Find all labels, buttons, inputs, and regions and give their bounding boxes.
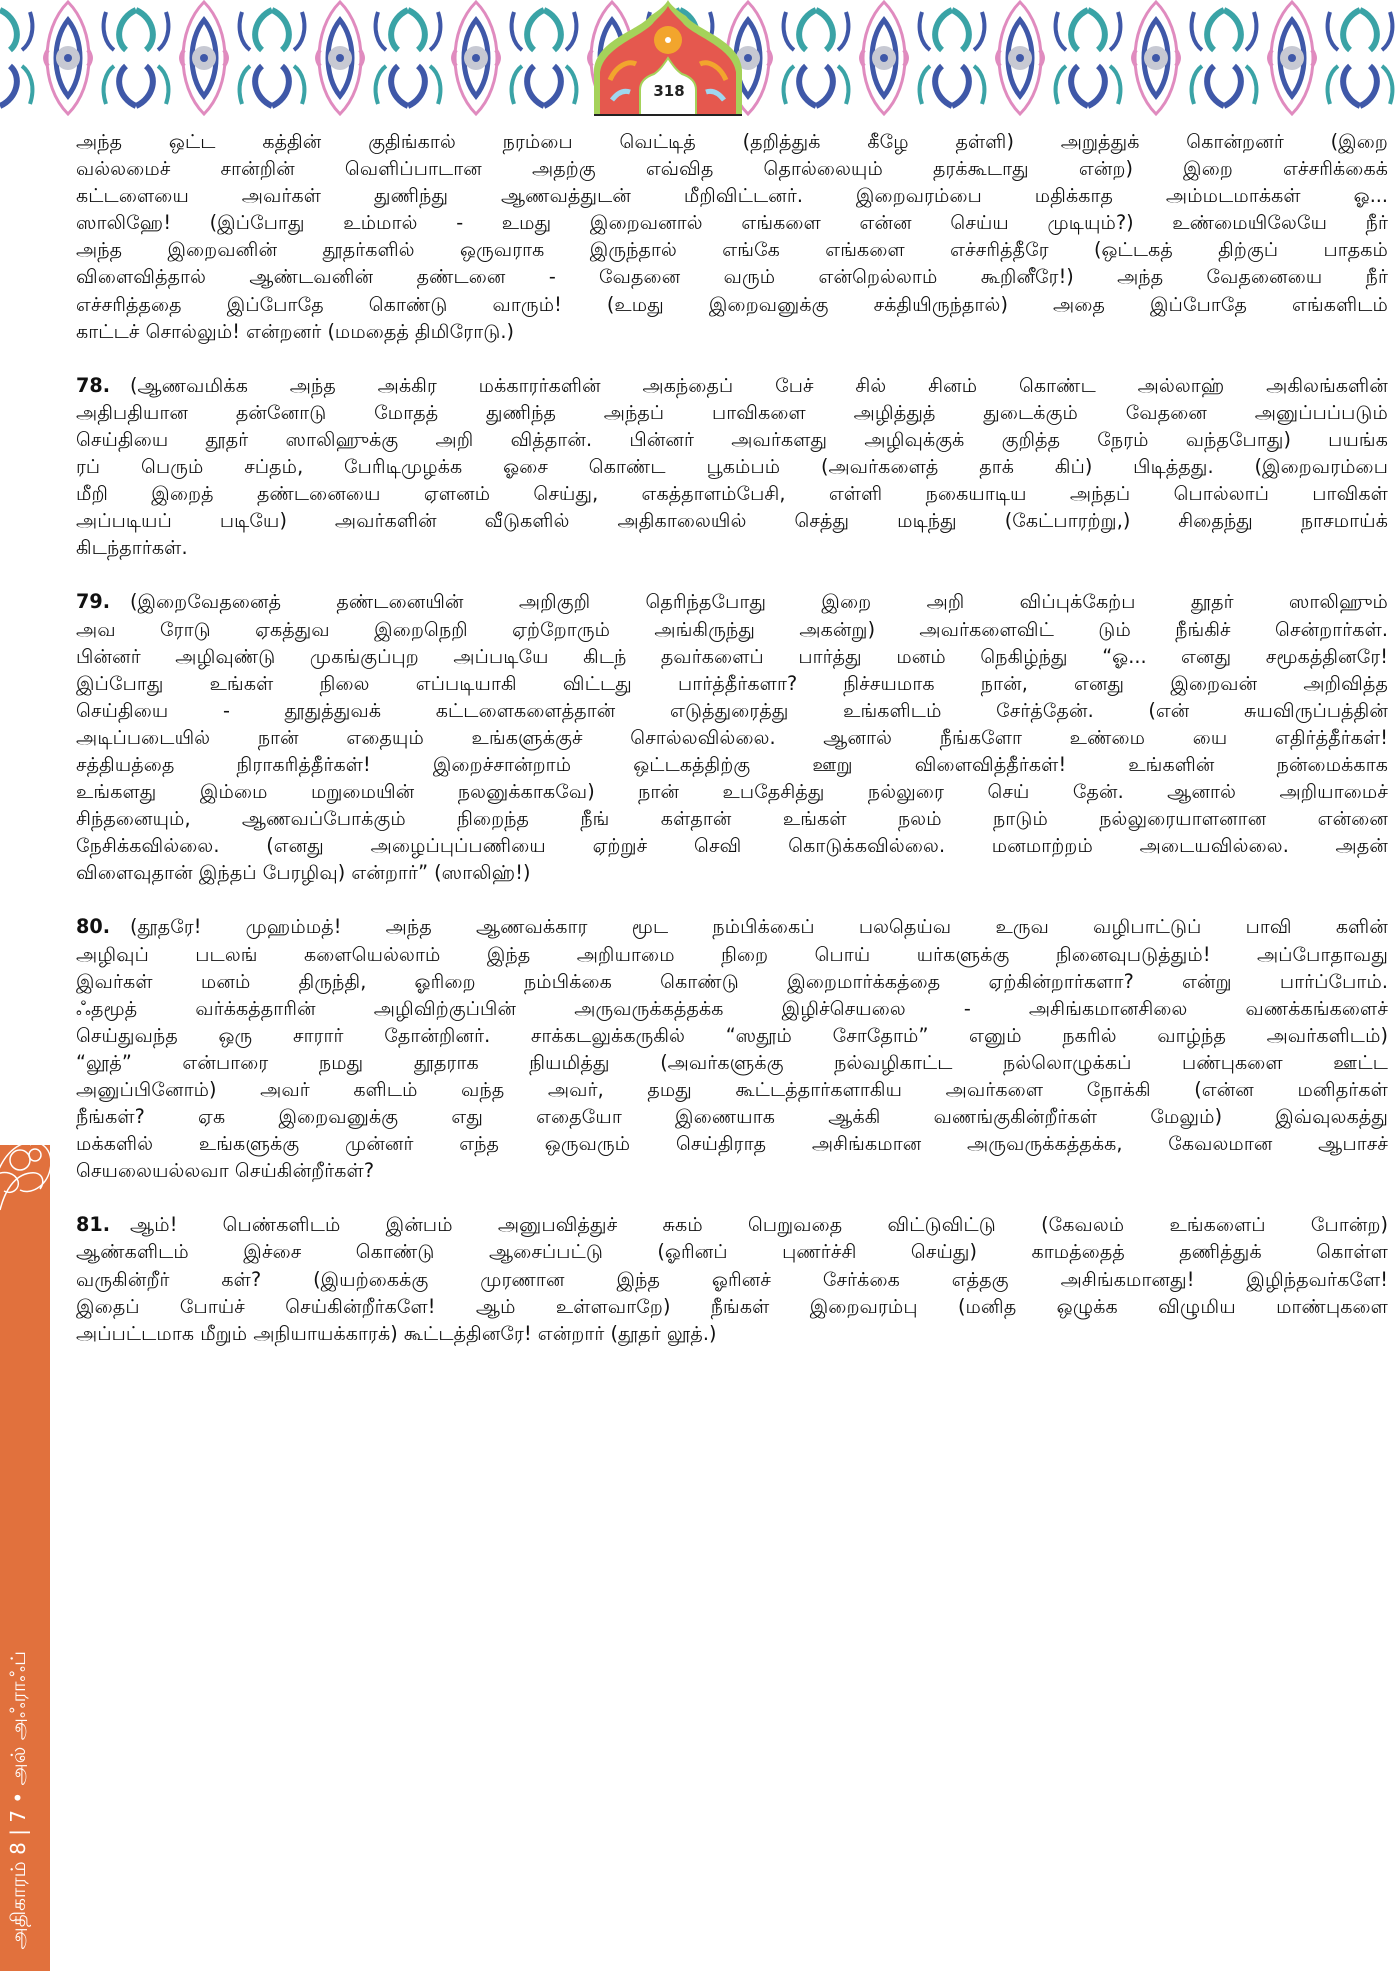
text-line	[76, 1157, 1388, 1184]
verse-text: அந்த இறைவனின் தூதர்களில் ஒருவராக இருந்தால் எங்கே எங்களை எச்சரித்தீரே (ஒட்டகத் திற்குப் பாதகம்	[76, 238, 1388, 262]
verse-text: செய்துவந்த ஒரு சாரார் தோன்றினர். சாக்கடலுக்கருகில் “ஸதூம் சோதோம்” எனும் நகரில் வாழ்ந்த அவர்களிடம்)	[76, 1023, 1388, 1047]
verse-text: மக்களில் உங்களுக்கு முன்னர் எந்த ஒருவரும் செய்திராத அசிங்கமான அருவருக்கத்தக்க, கேவலமான ஆபாசச்	[76, 1132, 1388, 1156]
verse-text: (தூதரே! முஹம்மத்! அந்த ஆணவக்கார மூட நம்பிக்கைப் பலதெய்வ உருவ வழிபாட்டுப் பாவி களின்	[130, 915, 1388, 939]
arabesque-pattern-icon	[0, 0, 1395, 116]
verse-text: செய்தியை தூதர் ஸாலிஹுக்கு அறி வித்தான். பின்னர் அவர்களது அழிவுக்குக் குறித்த நேரம் வந்தபோது) பயங்க	[76, 427, 1388, 451]
verse-text: கட்டளையை அவர்கள் துணிந்து ஆணவத்துடன் மீறிவிட்டனர். இறைவரம்பை மதிக்காத அம்மடமாக்கள் ஓ...	[76, 184, 1388, 208]
verse-text: பின்னர் அழிவுண்டு முகங்குப்புற அப்படியே கிடந் தவர்களைப் பார்த்து மனம் நெகிழ்ந்து “ஓ... எனது சமூகத்தினரே!	[76, 644, 1388, 668]
verse-text: அப்பட்டமாக மீறும் அநியாயக்காரக்) கூட்டத்தினரே! என்றார் (தூதர் லூத்.)	[76, 1321, 717, 1345]
text-line	[76, 1076, 1388, 1103]
text-line	[76, 182, 1388, 209]
text-line	[76, 1022, 1388, 1049]
text-line	[76, 1211, 1388, 1238]
verse-text: மீறி இறைத் தண்டனையை ஏளனம் செய்து, எகத்தாளம்பேசி, எள்ளி நகையாடிய அந்தப் பொல்லாப் பாவிகள்	[76, 482, 1388, 506]
verse-text: இவர்கள் மனம் திருந்தி, ஓரிறை நம்பிக்கை கொண்டு இறைமார்க்கத்தை ஏற்கின்றார்களா? என்று பார்ப்போம்.	[76, 969, 1388, 993]
text-line	[76, 941, 1388, 968]
verse-paragraph	[76, 588, 1388, 886]
text-line	[76, 616, 1388, 643]
verse-text: இப்போது உங்கள் நிலை எப்படியாகி விட்டது பார்த்தீர்களா? நிச்சயமாக நான், எனது இறைவன் அறிவித்த	[76, 671, 1388, 695]
verse-text: ஃதமூத் வர்க்கத்தாரின் அழிவிற்குப்பின் அருவருக்கத்தக்க இழிச்செயலை - அசிங்கமானசிலை வணக்கங்களைச்	[76, 996, 1388, 1020]
text-line	[76, 209, 1388, 236]
verse-text: வருகின்றீர் கள்? (இயற்கைக்கு முரணான இந்த ஓரினச் சேர்க்கை எத்தகு அசிங்கமானது! இழிந்தவர்களே!	[76, 1267, 1388, 1291]
verse-paragraph	[76, 372, 1388, 562]
text-line	[76, 128, 1388, 155]
floral-ornament-icon	[0, 1115, 70, 1225]
text-line	[76, 995, 1388, 1022]
verse-text: சத்தியத்தை நிராகரித்தீர்கள்! இறைச்சான்றாம் ஒட்டகத்திற்கு ஊறு விளைவித்தீர்கள்! உங்களின் நன்மைக்காக	[76, 752, 1388, 776]
verse-number: 79.	[76, 590, 110, 614]
text-line	[76, 1049, 1388, 1076]
verse-text: காட்டச் சொல்லும்! என்றனர் (மமதைத் திமிரோடு.)	[76, 319, 514, 343]
verse-text: ரப் பெரும் சப்தம், பேரிடிமுழக்க ஓசை கொண்ட பூகம்பம் (அவர்களைத் தாக் கிப்) பிடித்தது. (இறைவரம்பை	[76, 455, 1388, 479]
text-line	[76, 832, 1388, 859]
text-line	[76, 399, 1388, 426]
text-line	[76, 968, 1388, 995]
verse-paragraph	[76, 913, 1388, 1184]
text-line	[76, 155, 1388, 182]
verse-text: ஸாலிஹே! (இப்போது உம்மால் - உமது இறைவனால் எங்களை என்ன செய்ய முடியும்?) உண்மையிலேயே நீர்	[76, 211, 1388, 235]
verse-text: அடிப்படையில் நான் எதையும் உங்களுக்குச் சொல்லவில்லை. ஆனால் நீங்களோ உண்மை யை எதிர்த்தீர்கள்!	[76, 725, 1388, 749]
verse-text: விளைவித்தால் ஆண்டவனின் தண்டனை - வேதனை வரும் என்றெல்லாம் கூறினீரே!) அந்த வேதனையை நீர்	[76, 265, 1388, 289]
text-line	[76, 372, 1388, 399]
text-line	[76, 426, 1388, 453]
verse-paragraph	[76, 128, 1388, 345]
text-line	[76, 236, 1388, 263]
text-line	[76, 453, 1388, 480]
verse-text: ஆண்களிடம் இச்சை கொண்டு ஆசைப்பட்டு (ஓரினப் புணர்ச்சி செய்து) காமத்தைத் தணித்துக் கொள்ள	[76, 1240, 1388, 1264]
text-line	[76, 318, 1388, 345]
ornamental-header-banner	[0, 0, 1395, 116]
text-line	[76, 805, 1388, 832]
verse-text: விளைவுதான் இந்தப் பேரழிவு) என்றார்” (ஸாலிஹ்!)	[76, 861, 531, 885]
verse-text: வல்லமைச் சான்றின் வெளிப்பாடான அதற்கு எவ்வித தொல்லையும் தரக்கூடாது என்ற) இறை எச்சரிக்கைக்	[76, 157, 1388, 181]
text-line	[76, 1320, 1388, 1347]
text-line	[76, 778, 1388, 805]
text-line	[76, 480, 1388, 507]
page-number: 318	[653, 82, 685, 100]
chapter-label: அதிகாரம் 8 | 7 • அல் அஃராஃப்	[6, 1650, 30, 1949]
verse-text: அழிவுப் படலங் களையெல்லாம் இந்த அறியாமை நிறை பொய் யர்களுக்கு நினைவுபடுத்தும்! அப்போதாவது	[76, 942, 1388, 966]
verse-text: அப்படியப் படியே) அவர்களின் வீடுகளில் அதிகாலையில் செத்து மடிந்து (கேட்பாரற்று,) சிதைந்து நாசமாய்க்	[76, 509, 1388, 533]
verse-text: (ஆணவமிக்க அந்த அக்கிர மக்காரர்களின் அகந்தைப் பேச் சில் சினம் கொண்ட அல்லாஹ் அகிலங்களின்	[130, 373, 1388, 397]
verse-text: நீங்கள்? ஏக இறைவனுக்கு எது எதையோ இணையாக ஆக்கி வணங்குகின்றீர்கள் மேலும்) இவ்வுலகத்து	[76, 1105, 1388, 1129]
verse-text: (இறைவேதனைத் தண்டனையின் அறிகுறி தெரிந்தபோது இறை அறி விப்புக்கேற்ப தூதர் ஸாலிஹும்	[130, 590, 1388, 614]
verse-text: எச்சரித்ததை இப்போதே கொண்டு வாரும்! (உமது இறைவனுக்கு சக்தியிருந்தால்) அதை இப்போதே எங்களிடம்	[76, 292, 1388, 316]
text-line	[76, 507, 1388, 534]
document-body	[76, 128, 1388, 1374]
text-line	[76, 724, 1388, 751]
verse-text: அவ ரோடு ஏகத்துவ இறைநெறி ஏற்றோரும் அங்கிருந்து அகன்று) அவர்களைவிட் டும் நீங்கிச் சென்றார்கள்.	[76, 617, 1388, 641]
text-line	[76, 263, 1388, 290]
verse-text: அந்த ஒட்ட கத்தின் குதிங்கால் நரம்பை வெட்டித் (தறித்துக் கீழே தள்ளி) அறுத்துக் கொன்றனர் (இறை	[76, 130, 1388, 153]
text-line	[76, 697, 1388, 724]
text-line	[76, 1293, 1388, 1320]
verse-text: அதிபதியான தன்னோடு மோதத் துணிந்த அந்தப் பாவிகளை அழித்துத் துடைக்கும் வேதனை அனுப்பப்படும்	[76, 400, 1388, 424]
verse-text: நேசிக்கவில்லை. (எனது அழைப்புப்பணியை ஏற்றுச் செவி கொடுக்கவில்லை. மனமாற்றம் அடையவில்லை. அதன்	[76, 834, 1388, 858]
text-line	[76, 859, 1388, 886]
verse-number: 81.	[76, 1213, 110, 1237]
text-line	[76, 291, 1388, 318]
verse-text: செயலையல்லவா செய்கின்றீர்கள்?	[76, 1159, 375, 1183]
verse-text: “லூத்” என்பாரை நமது தூதராக நியமித்து (அவர்களுக்கு நல்வழிகாட்ட நல்லொழுக்கப் பண்புகளை ஊட்ட	[76, 1050, 1388, 1074]
verse-number: 80.	[76, 915, 110, 939]
text-line	[76, 751, 1388, 778]
text-line	[76, 1130, 1388, 1157]
chapter-side-tab	[0, 1145, 50, 1971]
text-line	[76, 534, 1388, 561]
text-line	[76, 643, 1388, 670]
text-line	[76, 1266, 1388, 1293]
verse-text: உங்களது இம்மை மறுமையின் நலனுக்காகவே) நான் உபதேசித்து நல்லுரை செய் தேன். ஆனால் அறியாமைச்	[76, 780, 1388, 804]
text-line	[76, 670, 1388, 697]
verse-text: இதைப் போய்ச் செய்கின்றீர்களே! ஆம் உள்ளவாறே) நீங்கள் இறைவரம்பு (மனித ஒழுக்க விழுமிய மாண்புகளை	[76, 1294, 1388, 1318]
verse-text: சிந்தனையும், ஆணவப்போக்கும் நிறைந்த நீங் கள்தான் உங்கள் நலம் நாடும் நல்லுரையாளனான என்னை	[76, 807, 1388, 831]
verse-text: கிடந்தார்கள்.	[76, 536, 188, 560]
verse-text: ஆம்! பெண்களிடம் இன்பம் அனுபவித்துச் சுகம் பெறுவதை விட்டுவிட்டு (கேவலம் உங்களைப் போன்ற)	[130, 1213, 1388, 1237]
verse-number: 78.	[76, 373, 110, 397]
text-line	[76, 913, 1388, 940]
verse-text: அனுப்பினோம்) அவர் களிடம் வந்த அவர், தமது கூட்டத்தார்களாகிய அவர்களை நோக்கி (என்ன மனிதர்கள்	[76, 1078, 1388, 1101]
text-line	[76, 1103, 1388, 1130]
verse-paragraph	[76, 1211, 1388, 1346]
verse-text: செய்தியை - தூதுத்துவக் கட்டளைகளைத்தான் எடுத்துரைத்து உங்களிடம் சேர்த்தேன். (என் சுயவிருப்பத்தின்	[76, 698, 1388, 722]
text-line	[76, 588, 1388, 615]
text-line	[76, 1238, 1388, 1265]
